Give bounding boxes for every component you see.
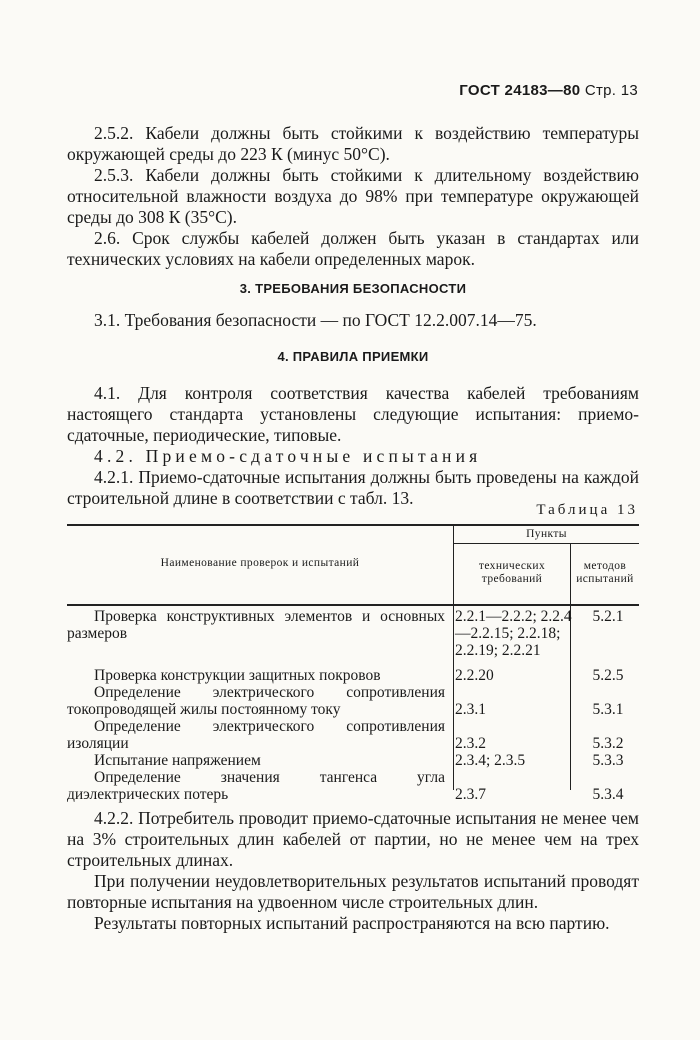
paragraph-2-5-2: 2.5.2. Кабели должны быть стойкими к воздействию температуры окружающей среды до 223 К (минус 50°С). xyxy=(67,123,639,164)
section-4-text xyxy=(67,383,639,509)
paragraph-4-2-1: 4.2.1. Приемо-сдаточные испытания должны быть проведены на каждой строительной длине в соответствии с табл. 13. xyxy=(67,467,639,508)
table-top-rule xyxy=(67,524,639,526)
paragraph-3-1: 3.1. Требования безопасности — по ГОСТ 12.2.007.14—75. xyxy=(94,310,537,330)
table-row-req: 2.2.1—2.2.2; 2.2.4—2.2.15; 2.2.18; 2.2.19; 2.2.21 xyxy=(455,608,572,659)
table-row-name: Испытание напряжением xyxy=(94,752,261,769)
closing-text xyxy=(67,808,639,934)
paragraph-results: Результаты повторных испытаний распространяются на всю партию. xyxy=(94,913,610,933)
intro-text xyxy=(67,123,639,270)
paragraph-4-2: 4.2. Приемо-сдаточные испытания xyxy=(94,446,482,466)
table-row-name: Определение электрического сопротивления токопроводящей жилы постоянному току xyxy=(67,684,445,718)
section-3-title: 3. ТРЕБОВАНИЯ БЕЗОПАСНОСТИ xyxy=(239,281,467,296)
paragraph-2-5-3: 2.5.3. Кабели должны быть стойкими к длительному воздействию относительной влажности воздуха до 98% при температуре окружающей среды до 308 К (35°С). xyxy=(67,165,639,227)
table-header-methods: методов испытаний xyxy=(576,560,634,585)
table-row-methods: 5.3.3 xyxy=(592,752,624,769)
page-number: Стр. 13 xyxy=(584,82,638,99)
table-row-methods: 5.3.1 xyxy=(592,701,624,718)
standard-number: ГОСТ 24183—80 xyxy=(459,82,581,99)
paragraph-2-6: 2.6. Срок службы кабелей должен быть указан в стандартах или технических условиях на кабели определенных марок. xyxy=(67,228,639,269)
table-row-name: Определение электрического сопротивления изоляции xyxy=(67,718,445,752)
table-row-name: Определение значения тангенса угла диэлектрических потерь xyxy=(67,769,445,803)
table-row-req: 2.3.2 xyxy=(455,735,486,752)
table-row-req: 2.3.4; 2.3.5 xyxy=(455,752,526,769)
table-row-methods: 5.2.5 xyxy=(592,667,624,684)
table-row-req: 2.2.20 xyxy=(455,667,494,684)
table-caption: Таблица 13 xyxy=(536,502,638,518)
table-row-methods: 5.3.2 xyxy=(592,735,624,752)
table-header-points: Пункты xyxy=(526,528,567,540)
table-header-name: Наименование проверок и испытаний xyxy=(160,557,360,569)
paragraph-repeat-tests: При получении неудовлетворительных результатов испытаний проводят повторные испытания на удвоенном числе строительных длин. xyxy=(67,871,639,912)
table-header-rule xyxy=(67,604,639,606)
table-row-name: Проверка конструкции защитных покровов xyxy=(94,667,381,684)
table-body-divider-1 xyxy=(453,605,454,790)
paragraph-4-2-2: 4.2.2. Потребитель проводит приемо-сдаточные испытания не менее чем на 3% строительных длин кабелей от партии, но не менее чем на трех строительных длинах. xyxy=(67,808,639,870)
table-13 xyxy=(67,524,639,803)
section-3-text xyxy=(67,310,639,331)
table-row-name: Проверка конструктивных элементов и основных размеров xyxy=(67,608,445,642)
table-row-req: 2.3.7 xyxy=(455,786,486,803)
table-row-methods: 5.3.4 xyxy=(592,786,624,803)
table-subheader-rule xyxy=(453,543,639,544)
table-header-req: технических требований xyxy=(478,560,546,585)
paragraph-4-1: 4.1. Для контроля соответствия качества кабелей требованиям настоящего стандарта установлены следующие испытания: приемо-сдаточные, периодические, типовые. xyxy=(67,383,639,445)
section-4-title: 4. ПРАВИЛА ПРИЕМКИ xyxy=(277,349,429,364)
table-row-methods: 5.2.1 xyxy=(592,608,624,625)
table-row-req: 2.3.1 xyxy=(455,701,486,718)
page-header xyxy=(459,82,638,99)
